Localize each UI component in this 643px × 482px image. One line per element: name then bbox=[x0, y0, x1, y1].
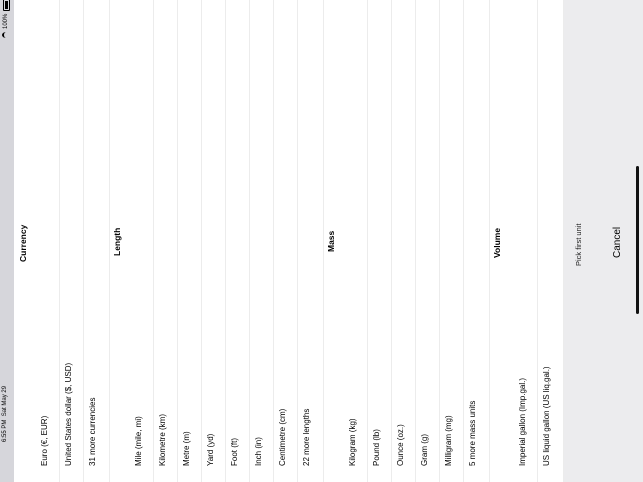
section-header-mass bbox=[324, 0, 344, 482]
unit-row-gram[interactable] bbox=[416, 0, 440, 482]
status-indicators bbox=[2, 0, 10, 38]
unit-row-euro[interactable] bbox=[36, 0, 60, 482]
unit-label: Mile (mile, mi) bbox=[134, 416, 143, 466]
sheet-prompt: Pick first unit bbox=[574, 223, 583, 266]
unit-label: Milligram (mg) bbox=[444, 415, 453, 466]
section-header-volume bbox=[490, 0, 514, 482]
unit-label: Kilogram (kg) bbox=[348, 418, 357, 466]
unit-label: Imperial gallon (Imp.gal.) bbox=[518, 377, 527, 466]
unit-label: Metre (m) bbox=[182, 431, 191, 466]
unit-row-mile[interactable] bbox=[130, 0, 154, 482]
section-title: Currency bbox=[18, 224, 28, 262]
status-time: 6:55 PM bbox=[2, 419, 8, 442]
unit-label: United States dollar ($, USD) bbox=[64, 362, 73, 466]
section-title: Mass bbox=[326, 230, 336, 252]
unit-label: Gram (g) bbox=[420, 434, 429, 466]
unit-list bbox=[14, 0, 564, 482]
section-title: Length bbox=[112, 227, 122, 256]
unit-label: 5 more mass units bbox=[468, 400, 477, 466]
status-bar bbox=[0, 0, 14, 482]
status-date: Sat May 29 bbox=[2, 385, 8, 417]
unit-row-inch[interactable] bbox=[250, 0, 274, 482]
battery-icon bbox=[3, 0, 10, 11]
unit-label: US liquid gallon (US liq.gal.) bbox=[542, 366, 551, 466]
unit-row-kilogram[interactable] bbox=[344, 0, 368, 482]
unit-label: Inch (in) bbox=[254, 437, 263, 466]
unit-row-usd[interactable] bbox=[60, 0, 84, 482]
unit-row-ounce[interactable] bbox=[392, 0, 416, 482]
unit-label: Foot (ft) bbox=[230, 437, 239, 466]
unit-row-milligram[interactable] bbox=[440, 0, 464, 482]
unit-row-more-mass[interactable] bbox=[464, 0, 490, 482]
unit-label: Pound (lb) bbox=[372, 429, 381, 466]
wifi-icon bbox=[2, 32, 10, 38]
status-time-date bbox=[2, 386, 8, 442]
section-header-currency bbox=[14, 0, 28, 482]
unit-row-imperial-gallon[interactable] bbox=[514, 0, 538, 482]
section-header-length bbox=[110, 0, 130, 482]
unit-row-metre[interactable] bbox=[178, 0, 202, 482]
unit-label: 22 more lengths bbox=[302, 408, 311, 466]
battery-percent: 100% bbox=[3, 13, 9, 29]
cancel-button[interactable]: Cancel bbox=[612, 226, 623, 258]
unit-label: Centimetre (cm) bbox=[278, 408, 287, 466]
unit-label: Yard (yd) bbox=[206, 433, 215, 466]
unit-row-pound[interactable] bbox=[368, 0, 392, 482]
unit-row-centimetre[interactable] bbox=[274, 0, 298, 482]
unit-row-us-liquid-gallon[interactable] bbox=[538, 0, 564, 482]
action-sheet bbox=[564, 0, 643, 482]
unit-label: Kilometre (km) bbox=[158, 413, 167, 466]
unit-row-more-currencies[interactable] bbox=[84, 0, 110, 482]
unit-label: Euro (€, EUR) bbox=[40, 415, 49, 466]
section-title: Volume bbox=[492, 227, 502, 258]
unit-row-foot[interactable] bbox=[226, 0, 250, 482]
unit-row-yard[interactable] bbox=[202, 0, 226, 482]
unit-row-kilometre[interactable] bbox=[154, 0, 178, 482]
unit-label: 31 more currencies bbox=[88, 397, 97, 466]
drag-handle[interactable] bbox=[636, 166, 639, 314]
unit-label: Ounce (oz.) bbox=[396, 424, 405, 466]
unit-row-more-lengths[interactable] bbox=[298, 0, 324, 482]
